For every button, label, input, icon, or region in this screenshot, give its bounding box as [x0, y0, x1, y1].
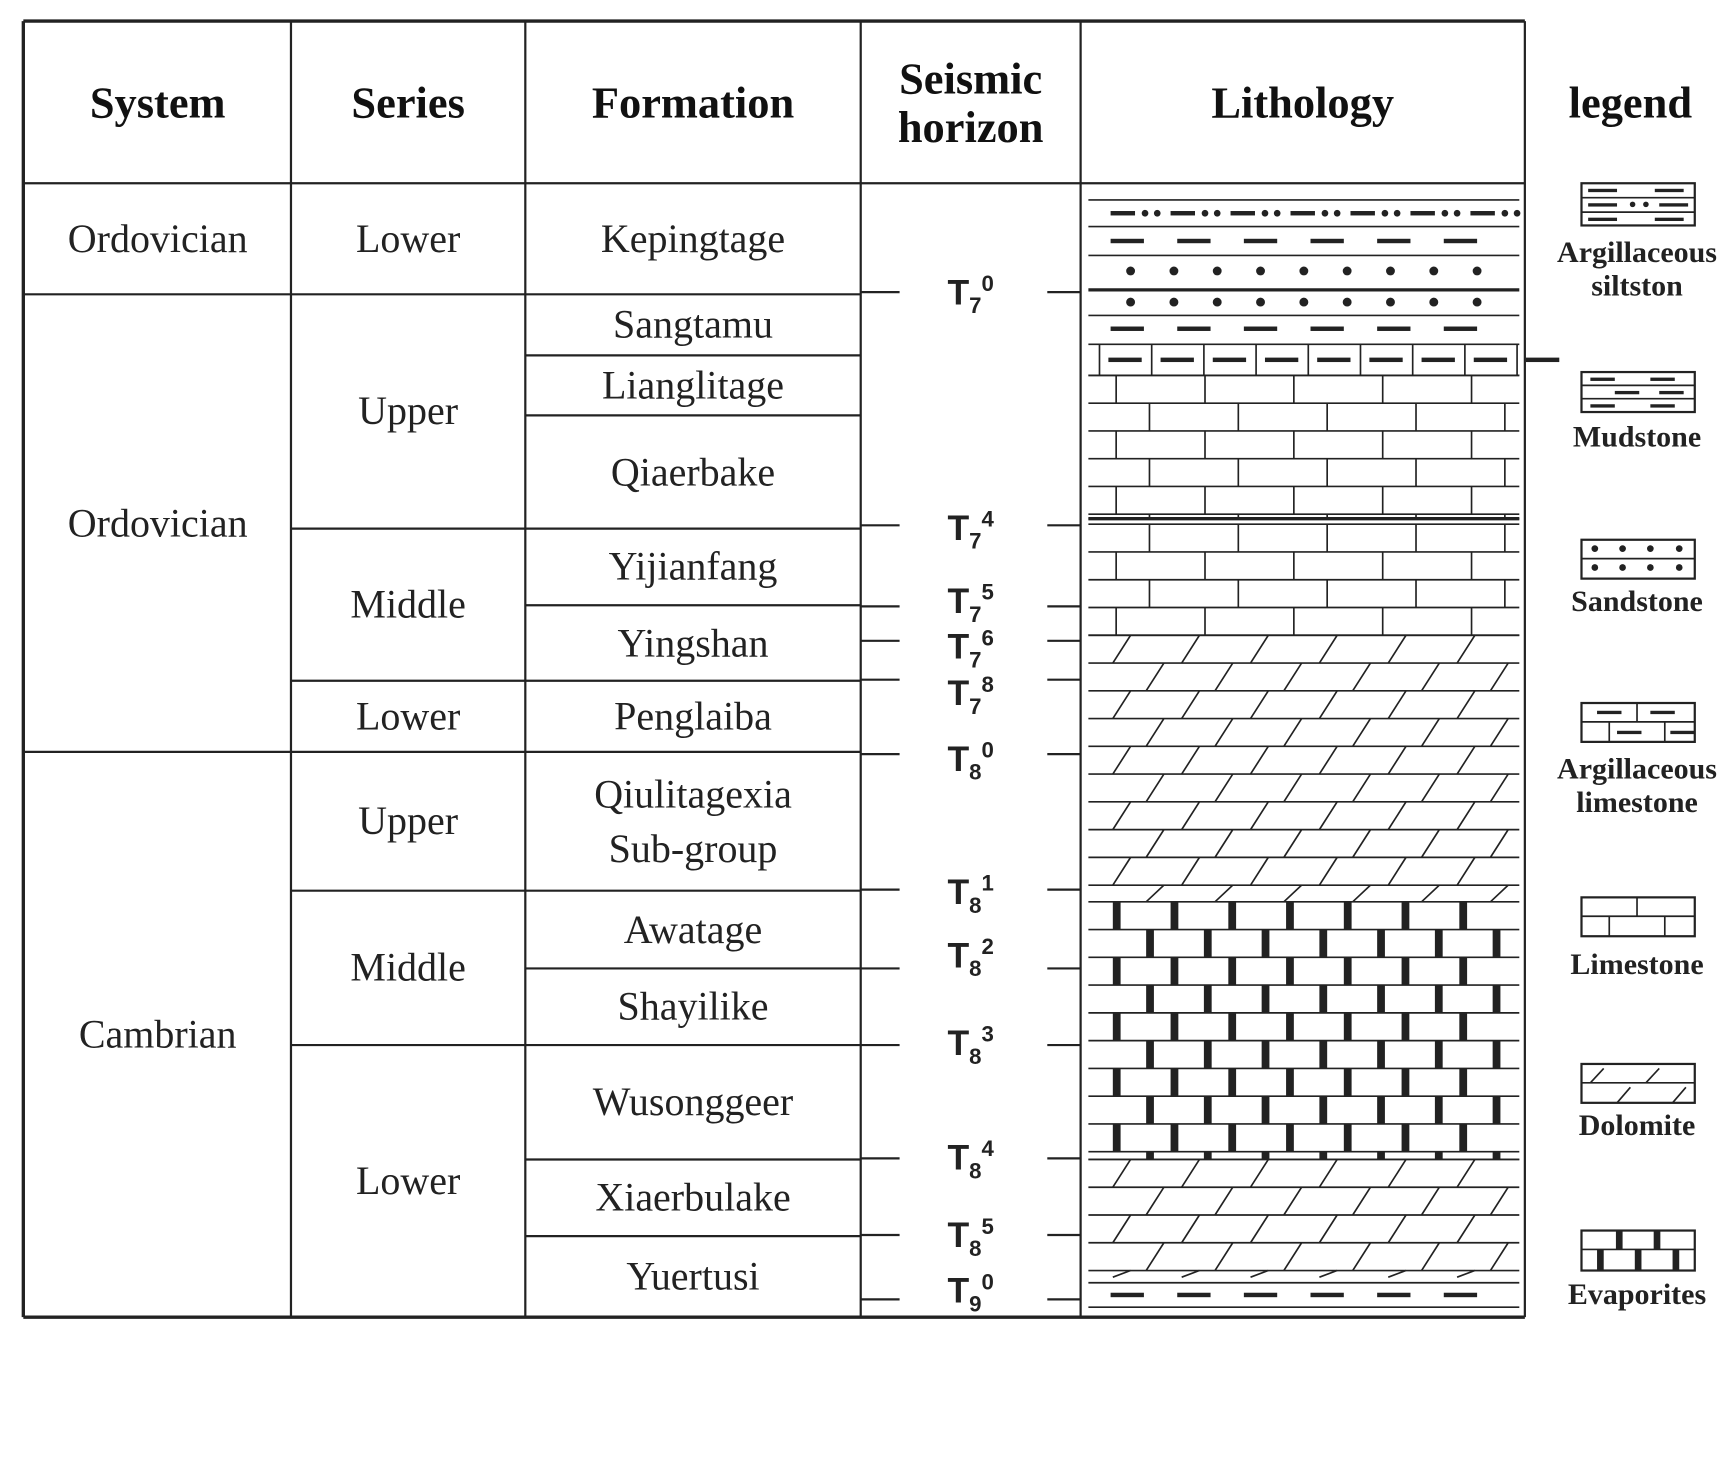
evaporite-bar: [1319, 930, 1327, 958]
evaporite-bar: [1344, 1068, 1352, 1096]
evaporite-bar: [1228, 957, 1236, 985]
dolomite-slash: [1113, 691, 1131, 719]
dot-mark: [1502, 210, 1509, 217]
evaporite-bar: [1286, 1124, 1294, 1152]
header-lithology: Lithology: [1211, 77, 1395, 128]
evaporite-bar: [1459, 1124, 1467, 1152]
dolomite-slash: [1319, 857, 1337, 885]
dot-mark: [1256, 298, 1265, 307]
header-system: System: [89, 77, 226, 128]
evaporite-bar: [1204, 1152, 1212, 1160]
dash-mark: [1350, 211, 1374, 215]
dolomite-slash: [1215, 774, 1233, 802]
dolomite-slash: [1457, 857, 1475, 885]
dolomite-slash: [1113, 635, 1131, 663]
dolomite-slash: [1353, 885, 1371, 902]
dash-mark: [1311, 327, 1344, 331]
dash-mark: [1244, 1293, 1277, 1297]
horizon-label: $T_8^0$: [947, 738, 994, 786]
evaporite-bar: [1435, 930, 1443, 958]
dot-mark: [1213, 267, 1222, 276]
formation-line1: Qiulitagexia: [594, 771, 792, 817]
legend-label-argillaceous-siltstone: Argillaceous siltston: [1557, 235, 1717, 303]
dash-mark: [1444, 1293, 1477, 1297]
series-cell: Middle: [350, 945, 466, 990]
dash-mark: [1177, 239, 1210, 243]
evaporite-bar: [1402, 1013, 1410, 1041]
dolomite-slash: [1284, 774, 1302, 802]
horizon-label: $T_8^5$: [947, 1214, 994, 1262]
dolomite-slash: [1146, 1187, 1164, 1215]
dolomite-slash: [1422, 719, 1440, 747]
evaporite-bar: [1262, 1096, 1270, 1124]
dolomite-slash: [1388, 857, 1406, 885]
legend-symbol-evaporites: [1581, 1231, 1694, 1271]
dolomite-slash: [1146, 774, 1164, 802]
dolomite-slash: [1182, 635, 1200, 663]
dot-mark: [1343, 298, 1352, 307]
dash-mark: [1474, 358, 1507, 362]
legend-label-mudstone: Mudstone: [1572, 419, 1702, 454]
evaporite-bar: [1113, 1068, 1121, 1096]
dot-mark: [1126, 267, 1135, 276]
dolomite-slash: [1319, 635, 1337, 663]
dot-mark: [1514, 210, 1521, 217]
evaporite-bar: [1402, 957, 1410, 985]
series-cell: Lower: [355, 693, 461, 739]
evaporite-bar: [1319, 1041, 1327, 1069]
evaporite-bar: [1493, 930, 1501, 958]
dolomite-slash: [1113, 1271, 1131, 1278]
horizon-label: $T_7^6$: [947, 626, 994, 674]
dolomite-slash: [1490, 885, 1508, 902]
dash-mark: [1444, 327, 1477, 331]
dolomite-slash: [1251, 1159, 1269, 1187]
evaporite-bar: [1113, 957, 1121, 985]
legend-symbol-dolomite: [1581, 1064, 1694, 1103]
dash-mark: [1244, 327, 1277, 331]
evaporite-bar: [1377, 930, 1385, 958]
dash-mark: [1177, 1293, 1210, 1297]
evaporite-bar: [1228, 1124, 1236, 1152]
evaporite-bar: [1146, 1041, 1154, 1069]
evaporite-bar: [1377, 1096, 1385, 1124]
dolomite-slash: [1215, 663, 1233, 691]
evaporite-bar: [1377, 1152, 1385, 1160]
series-cell: Lower: [355, 1158, 461, 1203]
dolomite-slash: [1422, 885, 1440, 902]
evaporite-bar: [1204, 930, 1212, 958]
dash-mark: [1177, 327, 1210, 331]
evaporite-bar: [1113, 1013, 1121, 1041]
horizon-label: $T_7^5$: [947, 580, 994, 628]
legend-label-limestone: Limestone: [1570, 947, 1704, 981]
dot-mark: [1154, 210, 1161, 217]
evaporite-bar: [1171, 957, 1179, 985]
series-cell: Lower: [355, 216, 461, 261]
dolomite-slash: [1490, 830, 1508, 858]
dash-mark: [1161, 358, 1194, 362]
dash-mark: [1311, 239, 1344, 243]
dolomite-slash: [1251, 802, 1269, 830]
dolomite-slash: [1319, 691, 1337, 719]
evaporite-bar: [1286, 902, 1294, 930]
dash-mark: [1213, 358, 1246, 362]
formation-cell: Lianglitage: [601, 362, 785, 408]
dot-mark: [1322, 210, 1329, 217]
dash-mark: [1171, 211, 1195, 215]
dolomite-slash: [1422, 663, 1440, 691]
dolomite-slash: [1422, 1187, 1440, 1215]
dolomite-slash: [1182, 746, 1200, 774]
dolomite-slash: [1113, 802, 1131, 830]
evaporite-bar: [1262, 1041, 1270, 1069]
dolomite-slash: [1215, 885, 1233, 902]
dash-mark: [1422, 358, 1455, 362]
legend-line: [1646, 1068, 1659, 1082]
legend-symbol-mudstone: [1581, 372, 1694, 412]
dolomite-slash: [1457, 635, 1475, 663]
dolomite-slash: [1490, 719, 1508, 747]
evaporite-bar: [1344, 1013, 1352, 1041]
dolomite-slash: [1457, 691, 1475, 719]
formation-cell: Sangtamu: [613, 302, 773, 347]
dolomite-slash: [1182, 1159, 1200, 1187]
evaporite-bar: [1228, 1068, 1236, 1096]
dash-mark: [1244, 239, 1277, 243]
legend-line: [1590, 1068, 1603, 1082]
formation-cell: [525, 752, 860, 891]
evaporite-bar: [1113, 1124, 1121, 1152]
header-formation: Formation: [591, 77, 795, 128]
dolomite-slash: [1182, 1215, 1200, 1243]
dot-mark: [1299, 298, 1308, 307]
dot-mark: [1214, 210, 1221, 217]
evaporite-bar: [1228, 1013, 1236, 1041]
evaporite-bar: [1377, 1041, 1385, 1069]
dolomite-slash: [1490, 774, 1508, 802]
dot-mark: [1202, 210, 1209, 217]
evaporite-bar: [1344, 1124, 1352, 1152]
dolomite-slash: [1490, 1243, 1508, 1271]
dolomite-slash: [1215, 1187, 1233, 1215]
dolomite-slash: [1490, 663, 1508, 691]
dolomite-slash: [1215, 719, 1233, 747]
dolomite-slash: [1422, 774, 1440, 802]
evaporite-bar: [1204, 985, 1212, 1013]
lithology-column: [1088, 200, 1559, 1307]
dot-mark: [1442, 210, 1449, 217]
evaporite-bar: [1435, 1152, 1443, 1160]
dot-mark: [1299, 267, 1308, 276]
dolomite-slash: [1388, 635, 1406, 663]
dolomite-slash: [1113, 746, 1131, 774]
formation-line2: Sub-group: [608, 825, 778, 871]
dash-mark: [1369, 358, 1402, 362]
evaporite-bar: [1171, 1068, 1179, 1096]
evaporite-bar: [1204, 1041, 1212, 1069]
header-seismic-horizon: [861, 22, 1081, 183]
evaporite-bar: [1344, 957, 1352, 985]
dolomite-slash: [1388, 1215, 1406, 1243]
evaporite-bar: [1319, 1096, 1327, 1124]
dolomite-slash: [1146, 830, 1164, 858]
dash-mark: [1526, 358, 1559, 362]
dash-mark: [1111, 327, 1144, 331]
dot-mark: [1473, 298, 1482, 307]
dolomite-slash: [1388, 746, 1406, 774]
dolomite-slash: [1182, 802, 1200, 830]
dash-mark: [1410, 211, 1434, 215]
horizon-label: $T_8^4$: [947, 1137, 994, 1184]
system-cell: Ordovician: [67, 216, 248, 261]
dot-mark: [1454, 210, 1461, 217]
evaporite-bar: [1402, 902, 1410, 930]
dolomite-slash: [1146, 719, 1164, 747]
dolomite-slash: [1457, 802, 1475, 830]
dolomite-slash: [1182, 691, 1200, 719]
evaporite-bar: [1402, 1068, 1410, 1096]
dash-mark: [1111, 239, 1144, 243]
dot-mark: [1386, 267, 1395, 276]
dolomite-slash: [1353, 719, 1371, 747]
dot-mark: [1142, 210, 1149, 217]
dolomite-slash: [1457, 1271, 1475, 1278]
legend-symbol-sandstone: [1581, 540, 1694, 579]
dolomite-slash: [1182, 857, 1200, 885]
evaporite-bar: [1228, 902, 1236, 930]
dolomite-slash: [1251, 746, 1269, 774]
dot-mark: [1394, 210, 1401, 217]
dash-mark: [1265, 358, 1298, 362]
evaporite-bar: [1286, 957, 1294, 985]
evaporite-bar: [1377, 985, 1385, 1013]
dash-mark: [1317, 358, 1350, 362]
dolomite-slash: [1251, 857, 1269, 885]
dolomite-slash: [1422, 1243, 1440, 1271]
formation-cell: Qiaerbake: [610, 449, 776, 494]
dolomite-slash: [1388, 1271, 1406, 1278]
dot-mark: [1429, 298, 1438, 307]
dolomite-slash: [1284, 719, 1302, 747]
evaporite-bar: [1146, 985, 1154, 1013]
formation-cell: Xiaerbulake: [595, 1175, 791, 1220]
legend-line: [1617, 1087, 1630, 1103]
dash-mark: [1311, 1293, 1344, 1297]
dolomite-slash: [1457, 1215, 1475, 1243]
evaporite-bar: [1435, 985, 1443, 1013]
dash-mark: [1291, 211, 1315, 215]
evaporite-bar: [1435, 1096, 1443, 1124]
dot-mark: [1169, 267, 1178, 276]
dot-mark: [1256, 267, 1265, 276]
dot-mark: [1262, 210, 1269, 217]
formation-cell: Shayilike: [617, 984, 769, 1029]
dot-mark: [1386, 298, 1395, 307]
formation-cell: Kepingtage: [600, 216, 786, 261]
evaporite-bar: [1262, 985, 1270, 1013]
evaporite-bar: [1262, 930, 1270, 958]
dolomite-slash: [1422, 830, 1440, 858]
dash-mark: [1470, 211, 1494, 215]
dot-mark: [1382, 210, 1389, 217]
formation-cell: Yijianfang: [608, 544, 778, 589]
dash-mark: [1377, 327, 1410, 331]
dash-mark: [1111, 211, 1135, 215]
evaporite-bar: [1493, 1041, 1501, 1069]
dolomite-slash: [1284, 830, 1302, 858]
dolomite-slash: [1251, 1215, 1269, 1243]
dolomite-slash: [1251, 635, 1269, 663]
dolomite-slash: [1113, 1159, 1131, 1187]
dolomite-slash: [1319, 1159, 1337, 1187]
evaporite-bar: [1493, 1152, 1501, 1160]
dolomite-slash: [1146, 663, 1164, 691]
legend-symbol-argillaceous-limestone: [1581, 703, 1694, 742]
dolomite-slash: [1353, 830, 1371, 858]
dot-mark: [1343, 267, 1352, 276]
dolomite-slash: [1284, 1187, 1302, 1215]
dolomite-slash: [1113, 1215, 1131, 1243]
legend-symbol-argillaceous-siltstone: [1581, 183, 1694, 225]
dolomite-slash: [1490, 1187, 1508, 1215]
dolomite-slash: [1113, 857, 1131, 885]
dolomite-slash: [1215, 1243, 1233, 1271]
dot-mark: [1473, 267, 1482, 276]
dolomite-slash: [1388, 691, 1406, 719]
dolomite-slash: [1319, 1215, 1337, 1243]
dolomite-slash: [1457, 1159, 1475, 1187]
dolomite-slash: [1284, 885, 1302, 902]
horizon-label: $T_7^8$: [947, 673, 994, 720]
legend-line: [1673, 1087, 1686, 1103]
formation-cell: Yingshan: [617, 620, 769, 665]
dash-mark: [1111, 1293, 1144, 1297]
evaporite-bar: [1171, 1013, 1179, 1041]
series-cell: Upper: [358, 798, 459, 844]
dolomite-slash: [1319, 1271, 1337, 1278]
dolomite-slash: [1251, 691, 1269, 719]
legend-label-dolomite: Dolomite: [1578, 1108, 1696, 1142]
evaporite-bar: [1204, 1096, 1212, 1124]
dolomite-slash: [1284, 663, 1302, 691]
dot-mark: [1429, 267, 1438, 276]
system-cell: Ordovician: [67, 500, 248, 545]
horizon-label: $T_7^0$: [947, 272, 994, 319]
system-cell: Cambrian: [78, 1011, 237, 1056]
evaporite-bar: [1344, 902, 1352, 930]
dolomite-slash: [1353, 1243, 1371, 1271]
evaporite-bar: [1435, 1041, 1443, 1069]
dash-mark: [1377, 1293, 1410, 1297]
dot-mark: [1274, 210, 1281, 217]
dot-mark: [1126, 298, 1135, 307]
header-series: Series: [351, 77, 465, 128]
dot-mark: [1213, 298, 1222, 307]
dolomite-slash: [1353, 1187, 1371, 1215]
evaporite-bar: [1113, 902, 1121, 930]
evaporite-bar: [1146, 1096, 1154, 1124]
evaporite-bar: [1286, 1068, 1294, 1096]
evaporite-bar: [1262, 1152, 1270, 1160]
formation-cell: Awatage: [623, 907, 763, 952]
evaporite-bar: [1146, 930, 1154, 958]
dolomite-slash: [1284, 1243, 1302, 1271]
dolomite-slash: [1353, 663, 1371, 691]
legend-label-argillaceous-limestone: Argillaceous limestone: [1557, 751, 1717, 819]
dolomite-slash: [1457, 746, 1475, 774]
evaporite-bar: [1286, 1013, 1294, 1041]
dash-mark: [1377, 239, 1410, 243]
series-cell: Middle: [350, 582, 466, 627]
dash-mark: [1108, 358, 1141, 362]
dolomite-slash: [1251, 1271, 1269, 1278]
horizon-label: $T_7^4$: [947, 507, 994, 555]
header-seismic-line2: horizon: [897, 101, 1044, 152]
evaporite-bar: [1459, 957, 1467, 985]
dash-mark: [1444, 239, 1477, 243]
evaporite-bar: [1493, 1096, 1501, 1124]
dot-mark: [1169, 298, 1178, 307]
evaporite-bar: [1146, 1152, 1154, 1160]
evaporite-bar: [1493, 985, 1501, 1013]
formation-cell: Yuertusi: [626, 1253, 760, 1298]
evaporite-bar: [1171, 1124, 1179, 1152]
dash-mark: [1231, 211, 1255, 215]
evaporite-bar: [1319, 985, 1327, 1013]
legend-label-evaporites: Evaporites: [1567, 1277, 1707, 1311]
dolomite-slash: [1319, 802, 1337, 830]
horizon-label: $T_8^3$: [947, 1022, 994, 1070]
dolomite-slash: [1319, 746, 1337, 774]
legend-symbol-limestone: [1581, 897, 1694, 936]
header-seismic-line1: Seismic: [899, 52, 1043, 103]
legend-label-sandstone: Sandstone: [1571, 584, 1703, 618]
formation-cell: Wusonggeer: [592, 1079, 794, 1125]
evaporite-bar: [1459, 1068, 1467, 1096]
dolomite-slash: [1146, 885, 1164, 902]
evaporite-bar: [1319, 1152, 1327, 1160]
dolomite-slash: [1353, 774, 1371, 802]
horizon-label: $T_9^0$: [947, 1270, 994, 1318]
series-cell: Upper: [358, 388, 459, 434]
evaporite-bar: [1171, 902, 1179, 930]
evaporite-bar: [1459, 1013, 1467, 1041]
horizon-label: $T_8^2$: [947, 935, 994, 982]
evaporite-bar: [1459, 902, 1467, 930]
horizon-label: $T_8^1$: [947, 871, 994, 919]
evaporite-bar: [1402, 1124, 1410, 1152]
dolomite-slash: [1215, 830, 1233, 858]
dot-mark: [1334, 210, 1341, 217]
dolomite-slash: [1146, 1243, 1164, 1271]
dolomite-slash: [1388, 802, 1406, 830]
formation-cell: Penglaiba: [614, 693, 772, 739]
dolomite-slash: [1182, 1271, 1200, 1278]
header-legend: legend: [1568, 77, 1693, 128]
dolomite-slash: [1388, 1159, 1406, 1187]
